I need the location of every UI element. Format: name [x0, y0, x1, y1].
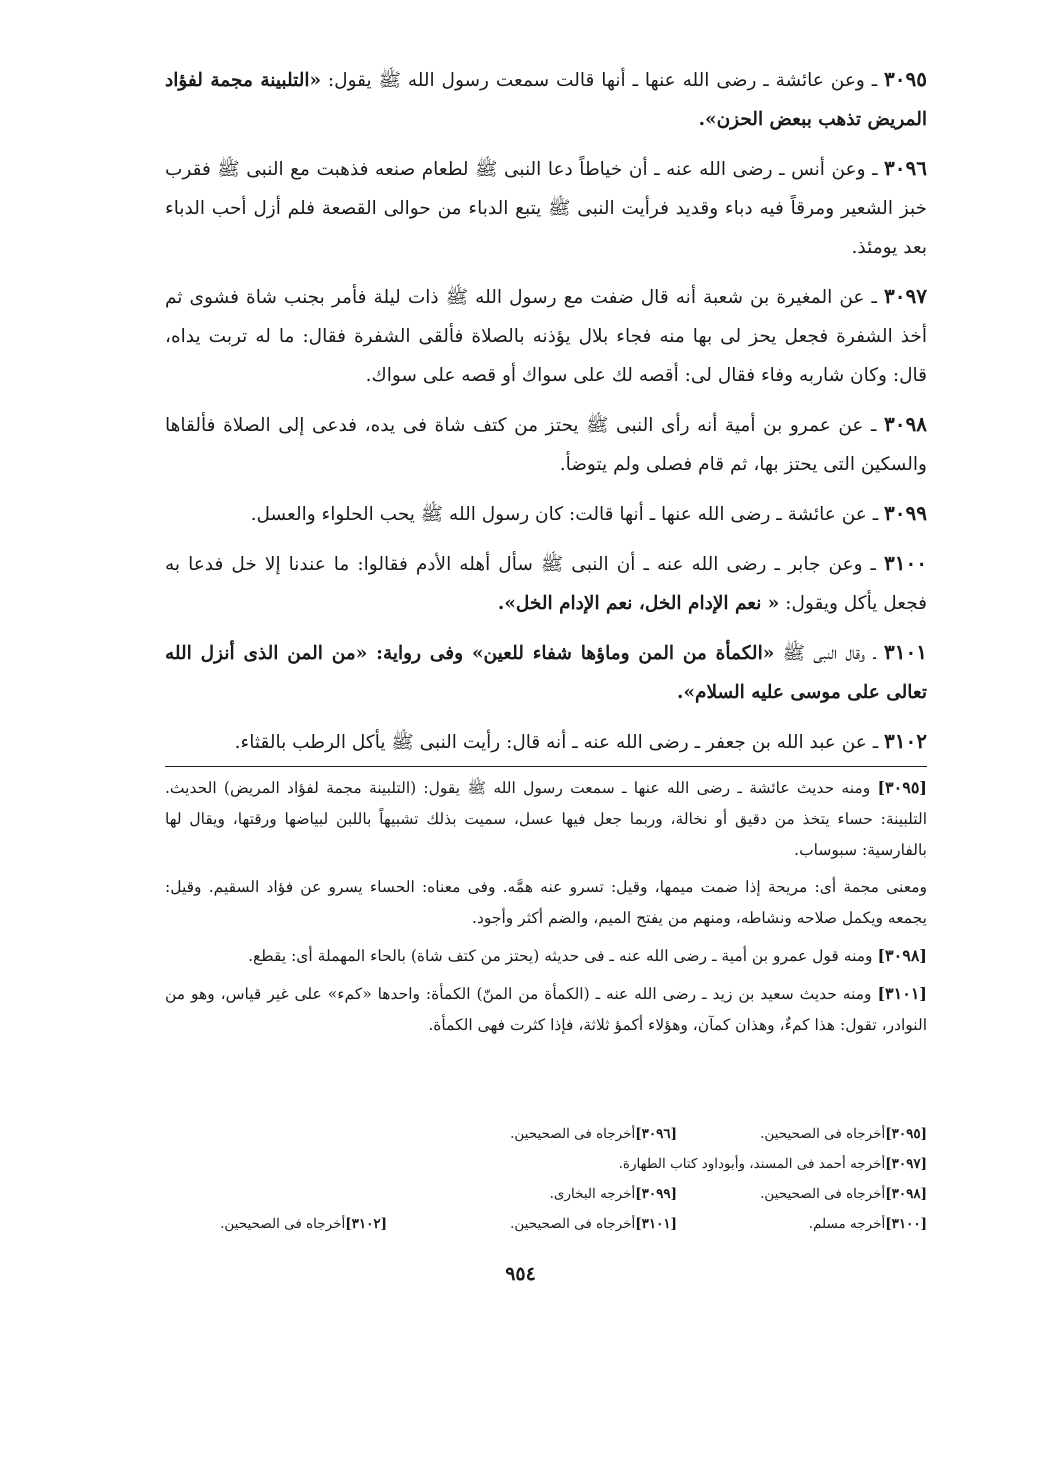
hadith-number: ٣١٠٢ — [884, 729, 927, 753]
hadith-number: ٣٠٩٨ — [884, 412, 927, 436]
hadith-quote: « نعم الإدام الخل، نعم الإدام الخل». — [497, 593, 780, 614]
reference-row — [165, 1186, 927, 1216]
commentary-note — [165, 872, 927, 934]
hadith-text: ـ وعن عائشة ـ رضى الله عنها ـ أنها قالت سمعت رسول الله ﷺ يقول: — [321, 70, 885, 91]
hadith-number: ٣١٠١ — [884, 640, 927, 664]
hadith-number: ٣٠٩٦ — [884, 156, 927, 180]
hadith-text: ـ عن عمرو بن أمية أنه رأى النبى ﷺ يحتز من كتف شاة فى يده، فدعى إلى الصلاة فألقاها والسكين التى يحتز بها، ثم قام فصلى ولم يتوضأ. — [165, 415, 927, 475]
reference-item: [٣٠٩٨]أخرجاه فى الصحيحين. — [760, 1186, 927, 1202]
source-references — [165, 1126, 927, 1246]
commentary-note — [165, 940, 927, 972]
reference-item: [٣٠٩٥]أخرجاه فى الصحيحين. — [760, 1126, 927, 1142]
note-number: [٣٠٩٥] — [877, 778, 927, 797]
reference-item: [٣٠٩٦]أخرجاه فى الصحيحين. — [510, 1126, 677, 1142]
note-number: [٣١٠١] — [877, 984, 927, 1003]
hadith-text: ـ وعن أنس ـ رضى الله عنه ـ أن خياطاً دعا النبى ﷺ لطعام صنعه فذهبت مع النبى ﷺ فقرب خبز الشعير ومرقاً فيه دباء وقديد فرأيت النبى ﷺ يتبع الدباء من حوالى القصعة فلم أزل أحب الدباء بعد يومئذ. — [165, 159, 927, 258]
hadith-quote: «الكمأة من المن وماؤها شفاء للعين» — [471, 643, 775, 664]
hadith-text: ـ عن عبد الله بن جعفر ـ رضى الله عنه ـ أنه قال: رأيت النبى ﷺ يأكل الرطب بالقثاء. — [234, 732, 885, 753]
reference-row — [165, 1156, 927, 1186]
hadith-text: ـ وعن جابر ـ رضى الله عنه ـ أن النبى ﷺ سأل أهله الأدم فقالوا: ما عندنا إلا خل فدعا به فجعل يأكل ويقول: — [165, 554, 927, 614]
hadith-paragraph — [165, 405, 927, 484]
hadith-paragraph — [165, 722, 927, 762]
hadith-quote-tail: وفى رواية: «من المن الذى أنزل الله تعالى على موسى عليه السلام». — [165, 643, 927, 703]
hadith-number: ٣٠٩٩ — [884, 501, 927, 525]
reference-item: [٣١٠٠]أخرجه مسلم. — [808, 1216, 927, 1232]
hadith-text: ـ وقال النبى ﷺ — [774, 643, 885, 664]
hadith-text: ـ عن المغيرة بن شعبة أنه قال ضفت مع رسول الله ﷺ ذات ليلة فأمر بجنب شاة فشوى ثم أخذ الشفرة فجعل يحز لى بها منه فجاء بلال يؤذنه بالصلاة فألقى الشفرة فقال: ما له تربت يداه، قال: وكان شاربه وفاء فقال لى: أقصه لك على سواك أو قصه على سواك. — [165, 287, 927, 386]
hadith-text: ـ عن عائشة ـ رضى الله عنها ـ أنها قالت: كان رسول الله ﷺ يحب الحلواء والعسل. — [250, 504, 885, 525]
hadith-number: ٣٠٩٥ — [884, 67, 927, 91]
hadith-number: ٣٠٩٧ — [884, 284, 927, 308]
note-text: ومنه حديث سعيد بن زيد ـ رضى الله عنه ـ (الكمأة من المنّ) الكمأة: واحدها «كمء» على غير قياس، وهو من النوادر، تقول: هذا كمءٌ، وهذان كمآن، وهؤلاء أكمؤ ثلاثة، فإذا كثرت فهى الكمأة. — [165, 985, 927, 1034]
footnote-divider — [165, 766, 927, 767]
commentary-note — [165, 772, 927, 866]
reference-item: [٣١٠١]أخرجاه فى الصحيحين. — [510, 1216, 677, 1232]
reference-item: [٣٠٩٩]أخرجه البخارى. — [549, 1186, 677, 1202]
hadith-paragraph — [165, 494, 927, 534]
reference-row — [165, 1126, 927, 1156]
reference-item: [٣١٠٢]أخرجاه فى الصحيحين. — [220, 1216, 387, 1232]
reference-item: [٣٠٩٧]أخرجه أحمد فى المسند، وأبوداود كتاب الطهارة. — [618, 1156, 927, 1172]
hadith-paragraph — [165, 633, 927, 712]
hadith-paragraph — [165, 149, 927, 267]
note-text: ومنه قول عمرو بن أمية ـ رضى الله عنه ـ فى حديثه (يحتز من كتف شاة) بالحاء المهملة أى: يقطع. — [248, 947, 878, 965]
hadith-paragraph — [165, 544, 927, 623]
commentary-notes — [165, 772, 927, 1047]
hadith-paragraph — [165, 60, 927, 139]
hadith-quote: «التلبينة مجمة لفؤاد المريض تذهب ببعض الحزن». — [165, 70, 927, 130]
note-number: [٣٠٩٨] — [877, 946, 927, 965]
hadith-paragraph — [165, 277, 927, 395]
hadith-text-body — [165, 60, 927, 772]
note-text: ومعنى مجمة أى: مريحة إذا ضمت ميمها، وقيل: تسرو عنه همَّه. وفى معناه: الحساء يسرو عن فؤاد السقيم. وقيل: يجمعه ويكمل صلاحه ونشاطه، ومنهم من يفتح الميم، والضم أكثر وأجود. — [165, 878, 927, 927]
note-text: ومنه حديث عائشة ـ رضى الله عنها ـ سمعت رسول الله ﷺ يقول: (التلبينة مجمة لفؤاد المريض) الحديث. التلبينة: حساء يتخذ من دقيق أو نخالة، وربما جعل فيها عسل، سميت بذلك تشبيهاً باللبن لبياضها ورقتها، ويقال لها بالفارسية: سبوساب. — [165, 779, 927, 859]
commentary-note — [165, 978, 927, 1041]
page-number: ٩٥٤ — [505, 1263, 536, 1285]
reference-row — [165, 1216, 927, 1246]
hadith-number: ٣١٠٠ — [884, 551, 927, 575]
